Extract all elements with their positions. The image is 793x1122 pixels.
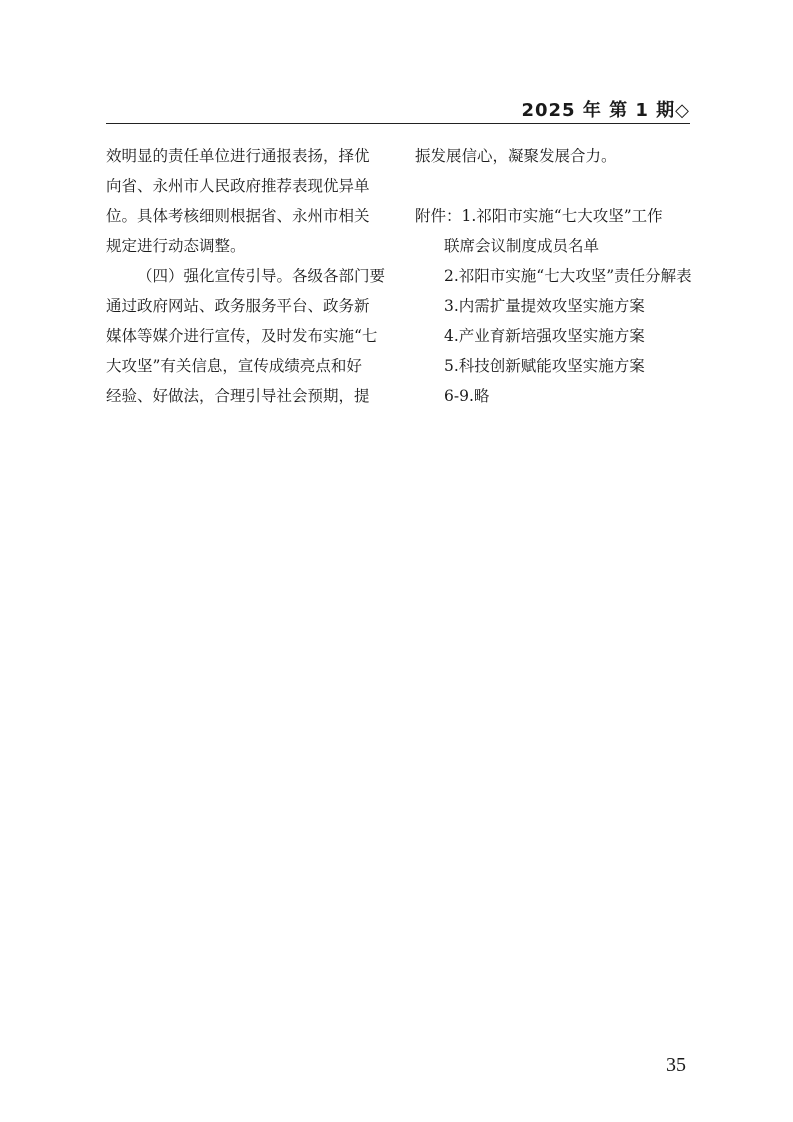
diamond-icon: ◇: [675, 100, 690, 121]
page-number: 35: [666, 1054, 686, 1076]
page-header: [106, 92, 690, 122]
left-column: [106, 141, 388, 411]
body-line: 振发展信心，凝聚发展合力。: [415, 147, 617, 165]
body-line: 大攻坚”有关信息，宣传成绩亮点和好: [106, 357, 362, 375]
attachment-item: 2.祁阳市实施“七大攻坚”责任分解表: [444, 267, 692, 285]
attachments-label: 附件：: [415, 207, 462, 225]
attachment-item: 5.科技创新赋能攻坚实施方案: [444, 357, 645, 375]
section-heading-line: （四）强化宣传引导。各级各部门要: [137, 267, 386, 285]
attachment-item: 3.内需扩量提效攻坚实施方案: [444, 297, 645, 315]
body-line: 位。具体考核细则根据省、永州市相关: [106, 207, 370, 225]
attachment-item: 4.产业育新培强攻坚实施方案: [444, 327, 645, 345]
issue-text: 2025 年 第 1 期: [521, 100, 676, 121]
body-line: 通过政府网站、政务服务平台、政务新: [106, 297, 370, 315]
header-rule: [106, 123, 690, 124]
right-column: [415, 141, 697, 411]
body-line: 向省、永州市人民政府推荐表现优异单: [106, 177, 370, 195]
body-line: 效明显的责任单位进行通报表扬，择优: [106, 147, 370, 165]
attachment-item-continued: 联席会议制度成员名单: [444, 237, 600, 255]
attachment-item: 6-9.略: [444, 387, 490, 405]
body-line: 媒体等媒介进行宣传，及时发布实施“七: [106, 327, 378, 345]
body-line: 规定进行动态调整。: [106, 237, 246, 255]
attachment-item: 附件：1.祁阳市实施“七大攻坚”工作: [415, 207, 663, 225]
issue-label: [521, 96, 690, 122]
body-line: 经验、好做法，合理引导社会预期，提: [106, 387, 370, 405]
